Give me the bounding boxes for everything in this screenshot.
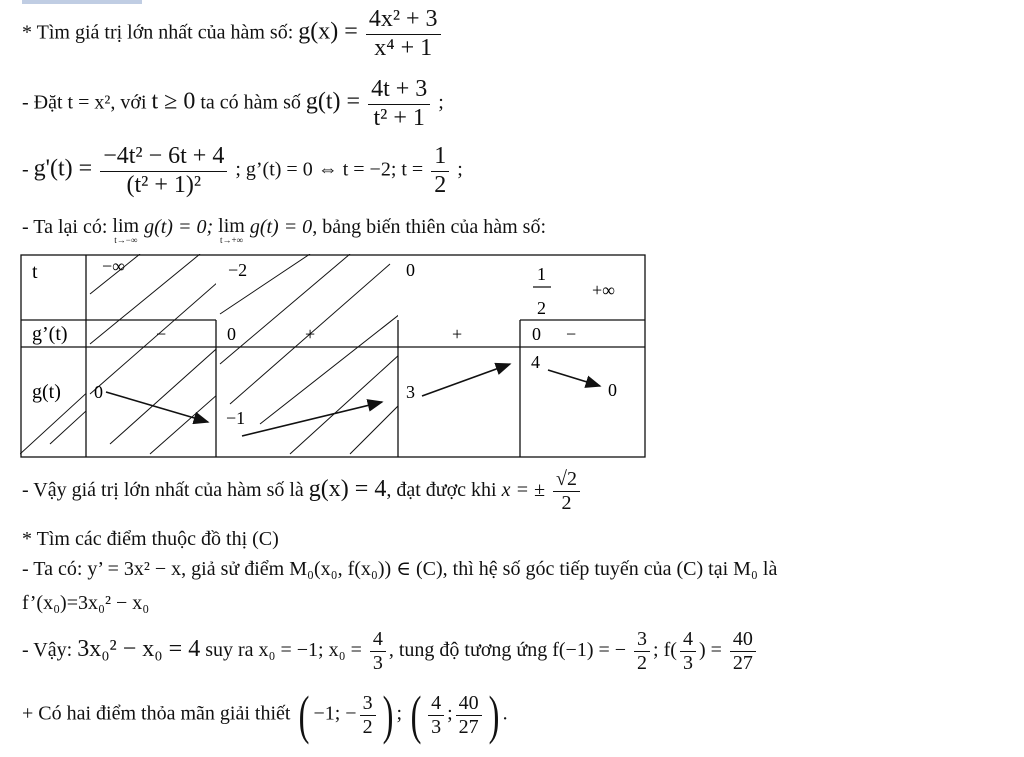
line-10-tail: .	[502, 702, 508, 725]
line-5-lhs: x = ±	[501, 479, 545, 502]
line-3-fraction-half	[431, 143, 449, 199]
line-2-fraction	[368, 76, 430, 132]
line-9-frac-1	[370, 628, 386, 675]
line-9-frac-4-den: 27	[732, 652, 753, 674]
point-1-frac-num: 3	[360, 692, 376, 716]
point-1-frac	[360, 692, 376, 739]
line-9-frac-3-num: 4	[680, 628, 696, 652]
line-9-frac-3	[680, 628, 696, 675]
line-9-mid-2: , tung độ tương ứng f(−1) = −	[388, 639, 627, 662]
g-value-0-left: 0	[94, 382, 103, 402]
header-fragment	[22, 0, 142, 4]
gprime-sign-2: +	[305, 324, 316, 344]
limit-1-word: lim	[112, 215, 140, 237]
bracket-close-2: )	[488, 685, 500, 745]
line-9-mid-4: ) =	[698, 639, 722, 662]
line-2-numerator: 4t + 3	[368, 76, 430, 105]
line-limits	[22, 216, 546, 245]
limit-neg-inf	[112, 216, 139, 245]
line-9-frac-4	[730, 628, 756, 675]
arrow-up-2	[422, 364, 510, 396]
bracket-open-1: (	[299, 685, 310, 745]
line-5-expr: g(x) = 4	[308, 476, 387, 503]
arrow-down-1	[106, 392, 208, 422]
bracket-open-2: (	[410, 685, 422, 745]
line-4-tail: , bảng biến thiên của hàm số:	[312, 216, 547, 238]
g-value-four: 4	[531, 352, 540, 372]
line-5-numerator: √2	[553, 468, 580, 492]
line-3-half-denominator: 2	[434, 171, 447, 198]
line-2-condition: t ≥ 0	[151, 88, 196, 115]
hatch-region-middle	[220, 254, 400, 454]
point-1-text: −1; −	[313, 702, 357, 725]
line-9-frac-1-den: 3	[372, 652, 383, 674]
line-2-mid: ta có hàm số	[200, 91, 301, 114]
line-3-lead: -	[22, 158, 29, 181]
line-9-mid-1: suy ra x₀ = −1; x₀ =	[205, 639, 362, 662]
line-2-lhs: g(t) =	[305, 88, 361, 115]
line-9-mid-3: ; f(	[653, 639, 677, 662]
g-value-three: 3	[406, 382, 415, 402]
variation-table	[20, 254, 648, 460]
line-find-points: * Tìm các điểm thuộc đồ thị (C)	[22, 528, 279, 550]
gprime-sign-1: −	[156, 324, 167, 344]
line-9-frac-4-num: 40	[730, 628, 756, 652]
line-3-denominator: (t² + 1)²	[126, 171, 202, 198]
g-value-neg-one: −1	[226, 408, 246, 428]
point-2-frac-y	[456, 692, 482, 739]
line-1-numerator: 4x² + 3	[366, 6, 441, 35]
gprime-sign-4: −	[566, 324, 577, 344]
line-5-lead: - Vậy giá trị lớn nhất của hàm số là	[22, 479, 304, 502]
row-header-gprime: g’(t)	[32, 323, 68, 345]
limit-2-sub: t→+∞	[219, 235, 243, 245]
line-2-tail: ;	[438, 91, 444, 114]
point-separator: ;	[396, 702, 403, 725]
gprime-zero-1: 0	[227, 324, 236, 344]
line-9-frac-2-den: 2	[637, 652, 648, 674]
line-9-lead: - Vậy:	[22, 639, 73, 662]
t-value-half-den: 2	[537, 298, 546, 318]
gprime-sign-3: +	[452, 324, 463, 344]
point-2-y-num: 40	[456, 692, 482, 716]
limit-1-sub: t→−∞	[114, 235, 138, 245]
line-5-mid: , đạt được khi	[386, 479, 497, 502]
line-5-denominator: 2	[561, 492, 572, 514]
point-2-separator: ;	[447, 702, 453, 725]
line-9-frac-1-num: 4	[370, 628, 386, 652]
line-1-lead: * Tìm giá trị lớn nhất của hàm số:	[22, 21, 294, 44]
line-derivative-y: - Ta có: y’ = 3x² − x, giả sử điểm M₀(x₀, f(x₀)) ∈ (C), thì hệ số góc tiếp tuyến của (C) tại M₀ là	[22, 558, 778, 580]
line-fprime: f’(x₀)=3x₀² − x₀	[22, 592, 150, 614]
point-2-y-den: 27	[458, 715, 479, 738]
t-value-half-num: 1	[537, 264, 546, 284]
bracket-close-1: )	[382, 685, 393, 745]
line-1-denominator: x⁴ + 1	[374, 34, 433, 61]
limit-2-expr: g(t) = 0	[249, 216, 313, 238]
line-derivative	[22, 143, 463, 199]
line-3-fraction	[100, 143, 227, 199]
t-value-neg-inf: −∞	[102, 256, 125, 276]
point-1-frac-den: 2	[362, 715, 373, 738]
t-value-pos-inf: +∞	[592, 280, 615, 300]
line-solve	[22, 628, 759, 675]
line-max-result	[22, 468, 583, 515]
limit-pos-inf	[218, 216, 245, 245]
line-3-half-numerator: 1	[431, 143, 449, 172]
line-2-denominator: t² + 1	[373, 104, 425, 131]
gprime-zero-2: 0	[532, 324, 541, 344]
line-4-lead: - Ta lại có:	[22, 216, 108, 238]
line-conclusion	[22, 685, 508, 745]
arrow-up-1	[242, 402, 382, 436]
line-9-expr: 3x₀² − x₀ = 4	[77, 636, 201, 663]
line-9-frac-3-den: 3	[682, 652, 693, 674]
line-9-frac-2-num: 3	[634, 628, 650, 652]
g-value-0-right: 0	[608, 380, 617, 400]
point-2-x-num: 4	[428, 692, 444, 716]
line-1-lhs: g(x) =	[298, 18, 358, 45]
line-3-numerator: −4t² − 6t + 4	[100, 143, 227, 172]
arrow-down-2	[548, 370, 600, 386]
hatch-region-left	[90, 254, 320, 454]
line-3-mid: ; g’(t) = 0 ⇔ t = −2; t =	[235, 158, 424, 181]
limit-1-expr: g(t) = 0;	[144, 216, 214, 238]
point-2-x-den: 3	[431, 715, 442, 738]
line-3-tail: ;	[457, 158, 463, 181]
line-2-lead: - Đặt t = x², với	[22, 91, 147, 114]
limit-2-word: lim	[218, 215, 245, 237]
line-10-lead: + Có hai điểm thỏa mãn giải thiết	[22, 702, 291, 725]
line-substitution	[22, 76, 444, 132]
t-value-neg-two: −2	[228, 260, 248, 280]
point-2-frac-x	[428, 692, 444, 739]
row-header-t: t	[32, 261, 38, 283]
line-5-fraction	[553, 468, 580, 515]
line-find-max	[22, 6, 444, 62]
t-value-zero: 0	[406, 260, 415, 280]
line-1-fraction	[366, 6, 441, 62]
line-3-lhs: g'(t) =	[33, 155, 93, 182]
row-header-g: g(t)	[32, 381, 61, 403]
line-9-frac-2	[634, 628, 650, 675]
